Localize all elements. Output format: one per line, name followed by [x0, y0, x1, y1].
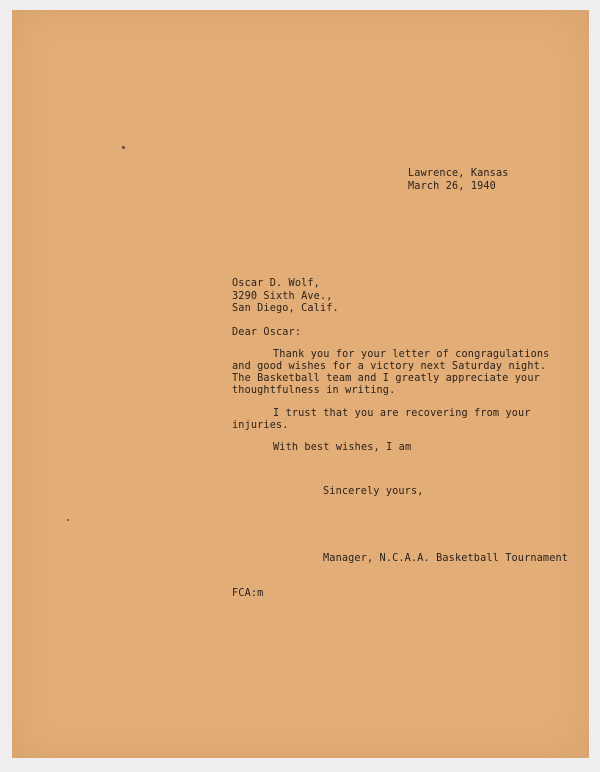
ink-speck: [122, 146, 125, 149]
letter-page: [12, 10, 589, 758]
sender-location: Lawrence, Kansas: [408, 168, 509, 179]
body-line: and good wishes for a victory next Saturday night.: [232, 361, 547, 372]
recipient-name: Oscar D. Wolf,: [232, 278, 320, 289]
body-line: The Basketball team and I greatly appreciate your: [232, 373, 540, 384]
body-line: I trust that you are recovering from your: [273, 408, 531, 419]
typist-initials: FCA:m: [232, 588, 264, 599]
closing: Sincerely yours,: [323, 486, 424, 497]
body-line: With best wishes, I am: [273, 442, 412, 453]
body-line: thoughtfulness in writing.: [232, 385, 396, 396]
ink-speck: [67, 519, 69, 521]
body-line: injuries.: [232, 420, 289, 431]
recipient-street: 3290 Sixth Ave.,: [232, 291, 333, 302]
recipient-city: San Diego, Calif.: [232, 303, 339, 314]
letter-date: March 26, 1940: [408, 181, 496, 192]
signature-title: Manager, N.C.A.A. Basketball Tournament: [323, 553, 569, 564]
body-line: Thank you for your letter of congragulations: [273, 349, 550, 360]
salutation: Dear Oscar:: [232, 327, 302, 338]
